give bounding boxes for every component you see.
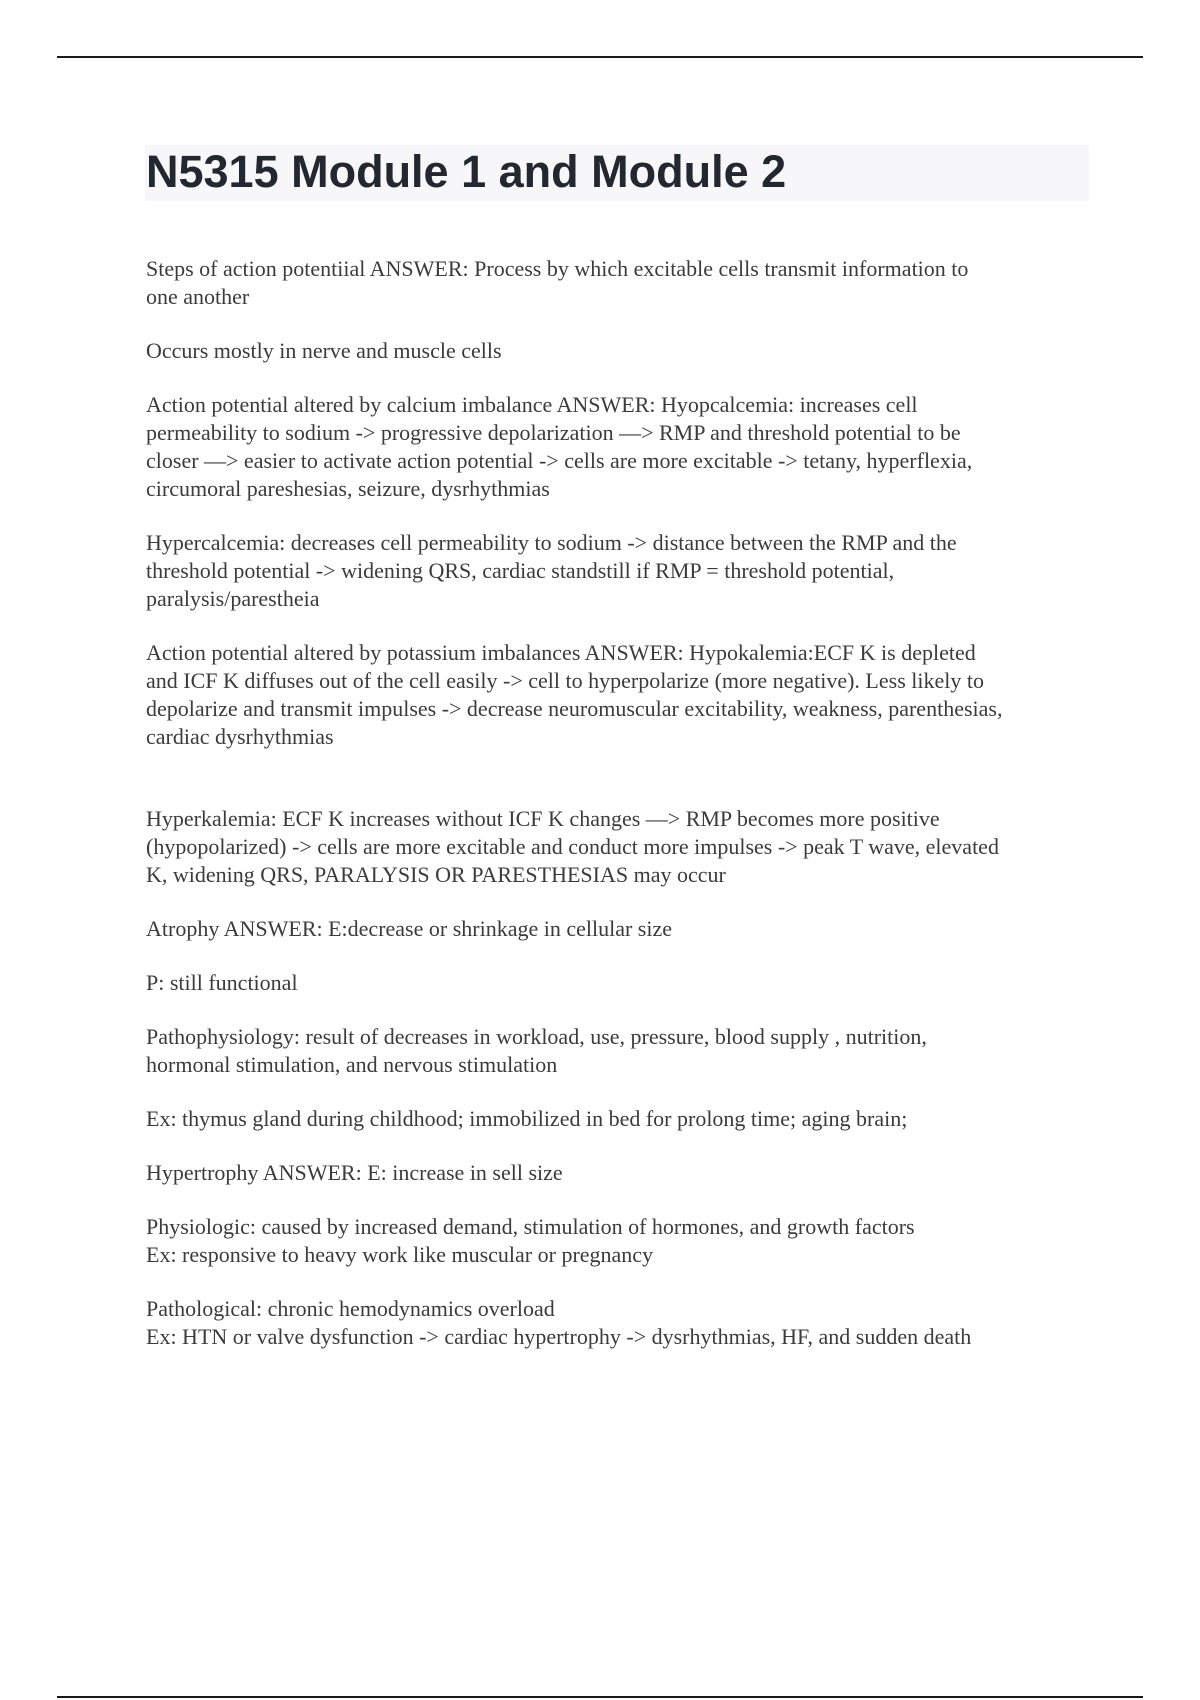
text-line: (hypopolarized) -> cells are more excitable and conduct more impulses -> peak T wave, elevated (146, 834, 999, 859)
footer-rule (57, 1696, 1143, 1698)
text-line: Hypertrophy ANSWER: E: increase in sell size (146, 1160, 563, 1185)
paragraph-pathophysiology (146, 1023, 1096, 1079)
text-line: Ex: HTN or valve dysfunction -> cardiac hypertrophy -> dysrhythmias, HF, and sudden death (146, 1324, 972, 1349)
text-line: Steps of action potentiial ANSWER: Process by which excitable cells transmit information to (146, 256, 969, 281)
text-line: one another (146, 284, 250, 309)
paragraph-hyperkalemia (146, 805, 1096, 889)
text-line: Action potential altered by calcium imbalance ANSWER: Hyopcalcemia: increases cell (146, 392, 918, 417)
text-line: Atrophy ANSWER: E:decrease or shrinkage in cellular size (146, 916, 673, 941)
paragraph-hypertrophy (146, 1159, 1096, 1187)
text-line: hormonal stimulation, and nervous stimulation (146, 1052, 558, 1077)
text-line: permeability to sodium -> progressive depolarization —> RMP and threshold potential to be (146, 420, 961, 445)
text-line: Ex: responsive to heavy work like muscular or pregnancy (146, 1242, 654, 1267)
paragraph-calcium-imbalance (146, 391, 1096, 503)
text-line: Physiologic: caused by increased demand, stimulation of hormones, and growth factors (146, 1214, 915, 1239)
paragraph-action-potential-steps (146, 255, 1096, 311)
text-line: threshold potential -> widening QRS, cardiac standstill if RMP = threshold potential, (146, 558, 895, 583)
document-body (146, 255, 1096, 1377)
paragraph-potassium-imbalance (146, 639, 1096, 751)
text-line: K, widening QRS, PARALYSIS OR PARESTHESIAS may occur (146, 862, 726, 887)
paragraph-hypercalcemia (146, 529, 1096, 613)
header-rule (57, 56, 1143, 58)
paragraph-pathological (146, 1295, 1096, 1351)
text-line: Occurs mostly in nerve and muscle cells (146, 338, 502, 363)
text-line: Ex: thymus gland during childhood; immobilized in bed for prolong time; aging brain; (146, 1106, 908, 1131)
text-line: and ICF K diffuses out of the cell easily -> cell to hyperpolarize (more negative). Less likely to (146, 668, 984, 693)
paragraph-atrophy-example (146, 1105, 1096, 1133)
text-line: Hypercalcemia: decreases cell permeability to sodium -> distance between the RMP and the (146, 530, 957, 555)
document-title: N5315 Module 1 and Module 2 (146, 146, 787, 197)
text-line: Action potential altered by potassium imbalances ANSWER: Hypokalemia:ECF K is depleted (146, 640, 976, 665)
paragraph-atrophy (146, 915, 1096, 943)
text-line: Hyperkalemia: ECF K increases without ICF K changes —> RMP becomes more positive (146, 806, 940, 831)
text-line: cardiac dysrhythmias (146, 724, 334, 749)
paragraph-still-functional (146, 969, 1096, 997)
text-line: circumoral pareshesias, seizure, dysrhythmias (146, 476, 550, 501)
text-line: closer —> easier to activate action potential -> cells are more excitable -> tetany, hyperflexia, (146, 448, 973, 473)
text-line: Pathophysiology: result of decreases in workload, use, pressure, blood supply , nutrition, (146, 1024, 927, 1049)
paragraph-physiologic (146, 1213, 1096, 1269)
paragraph-occurs-mostly (146, 337, 1096, 365)
text-line: depolarize and transmit impulses -> decrease neuromuscular excitability, weakness, parenthesias, (146, 696, 1003, 721)
text-line: paralysis/parestheia (146, 586, 320, 611)
text-line: Pathological: chronic hemodynamics overload (146, 1296, 555, 1321)
text-line: P: still functional (146, 970, 298, 995)
